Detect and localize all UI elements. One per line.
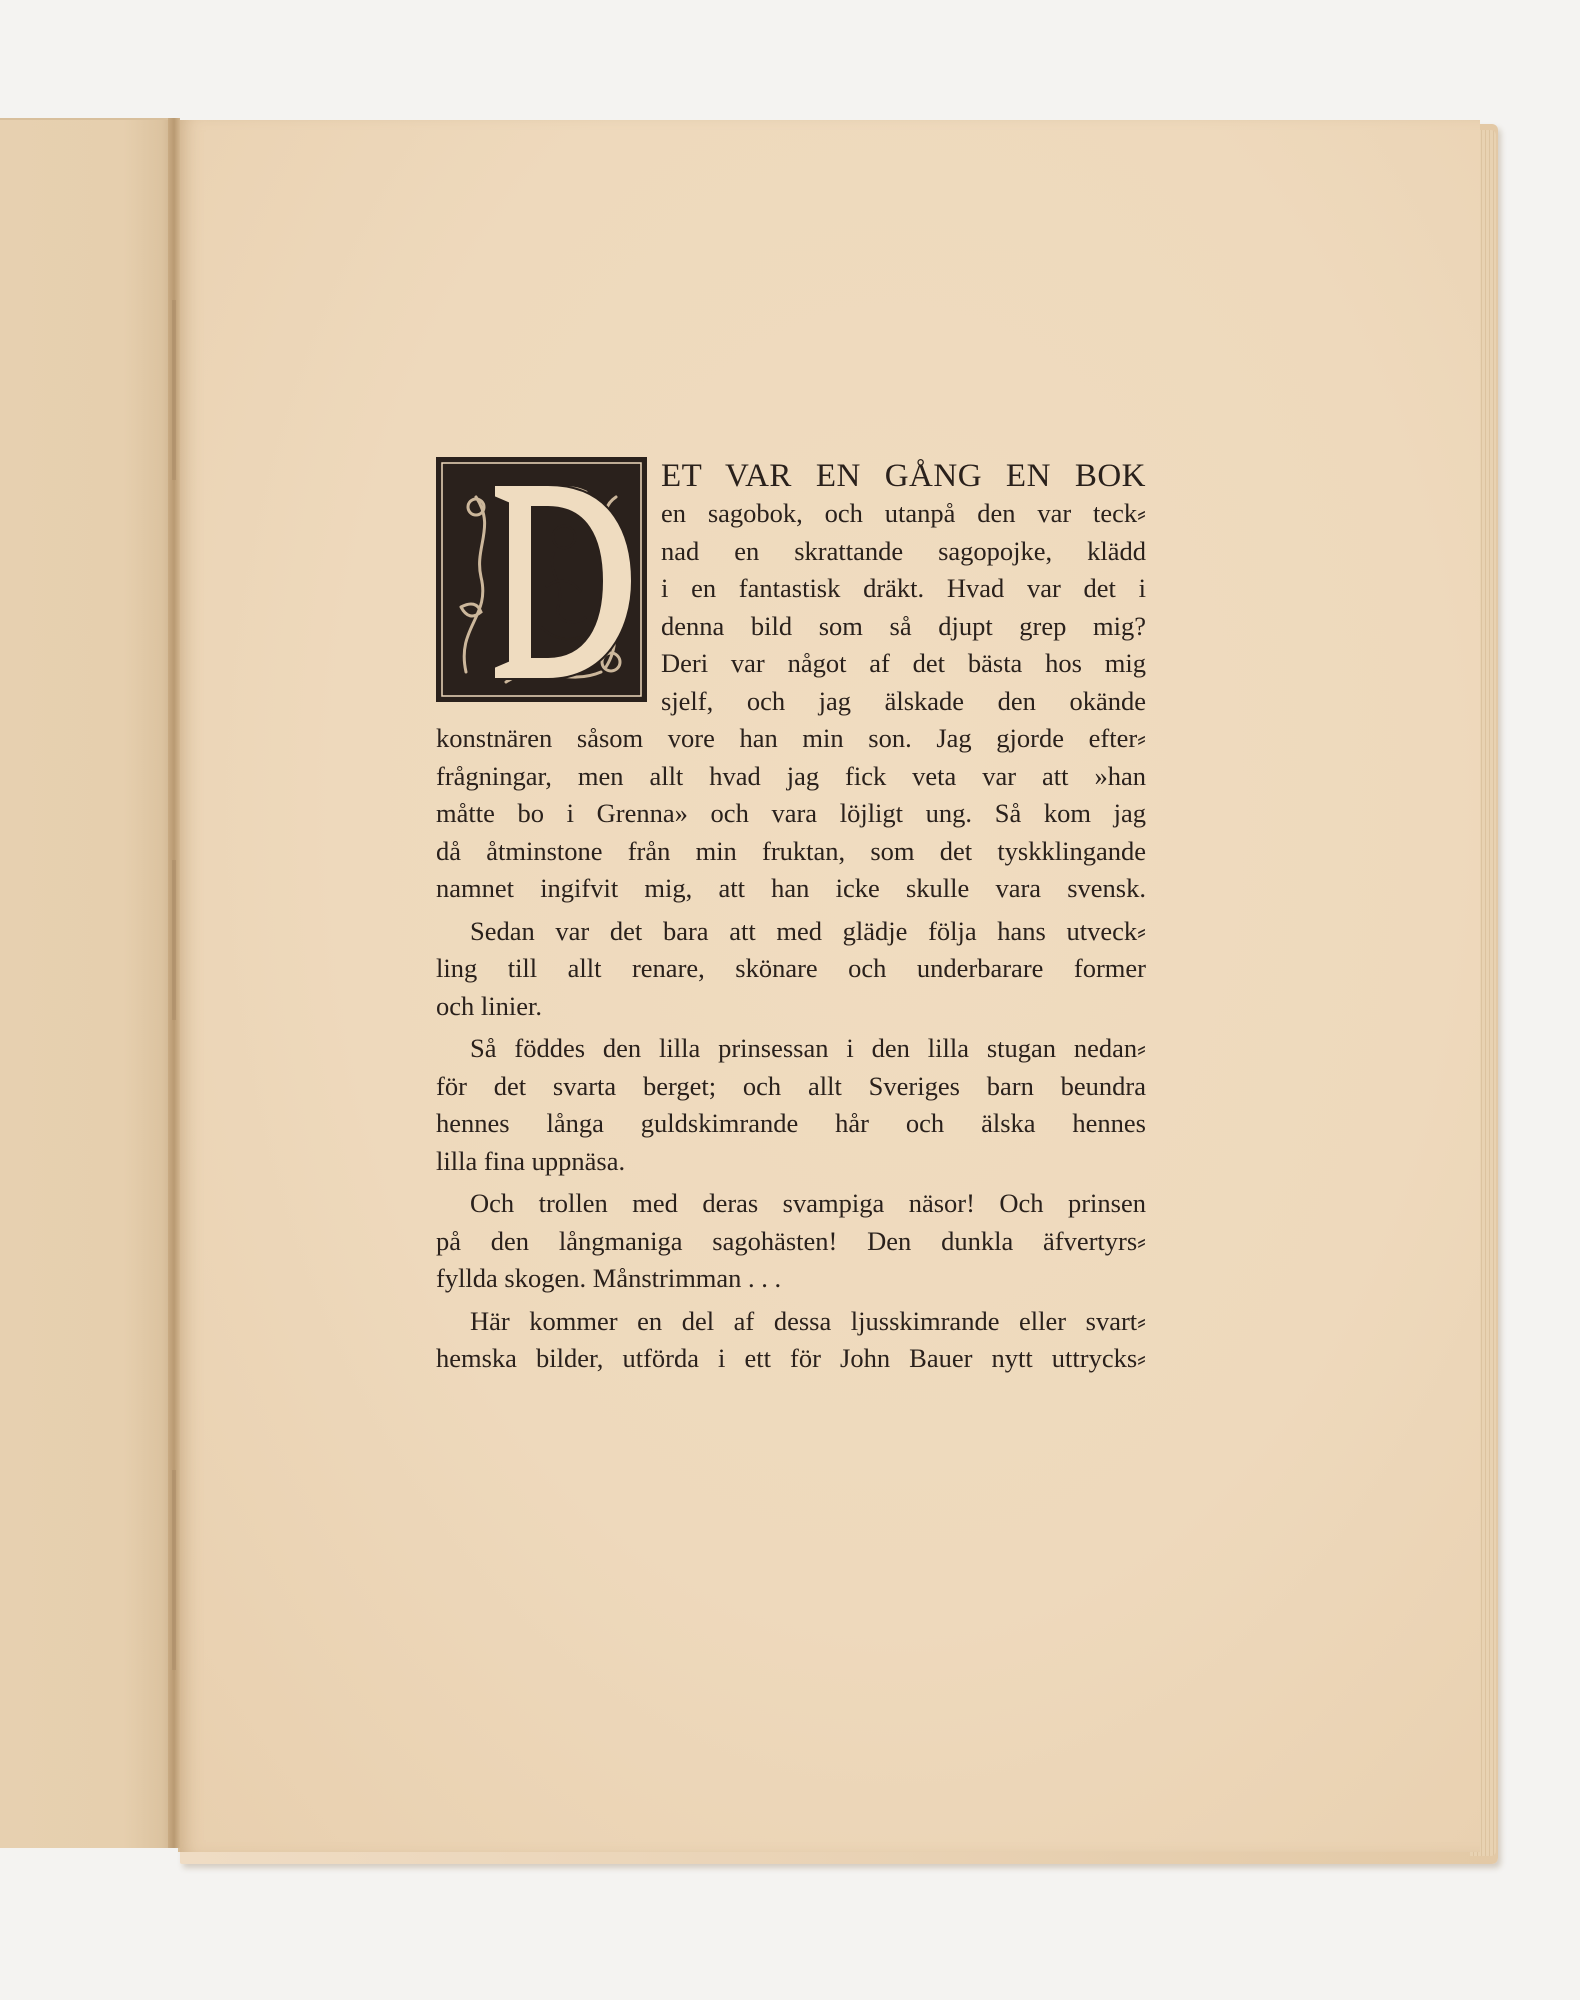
text-line: Sedan var det bara att med glädje följa hans utveck⸗ <box>470 915 1146 946</box>
text-line: ling till allt renare, skönare och underbarare former <box>436 953 1146 983</box>
left-page <box>0 118 176 1848</box>
text-line: denna bild som så djupt grep mig? <box>661 610 1146 641</box>
text-line: i en fantastisk dräkt. Hvad var det i <box>661 573 1146 603</box>
paragraph <box>436 1185 1146 1298</box>
text-line: fyllda skogen. Månstrimman . . . <box>436 1263 782 1293</box>
binding-thread <box>172 860 176 1020</box>
paragraph <box>436 1303 1146 1378</box>
text-line: Deri var något af det bästa hos mig <box>661 648 1146 678</box>
paragraph <box>436 720 1146 908</box>
text-line: konstnären såsom vore han min son. Jag gjorde efter⸗ <box>436 723 1146 753</box>
text-line: namnet ingifvit mig, att han icke skulle vara svensk. <box>436 873 1146 903</box>
text-line: måtte bo i Grenna» och vara löjligt ung. Så kom jag <box>436 798 1146 828</box>
text-line: på den långmaniga sagohästen! Den dunkla äfvertyrs⸗ <box>436 1225 1146 1256</box>
text-line: en sagobok, och utanpå den var teck⸗ <box>661 498 1146 528</box>
paragraph <box>436 913 1146 1026</box>
wrapped-lines <box>661 457 1146 720</box>
text-line: Och trollen med deras svampiga näsor! Och prinsen <box>470 1188 1146 1218</box>
text-line: och linier. <box>436 990 542 1021</box>
binding-thread <box>172 1470 176 1670</box>
text-line: nad en skrattande sagopojke, klädd <box>661 535 1146 566</box>
text-line: då åtminstone från min fruktan, som det tyskklingande <box>436 835 1146 866</box>
opening-heading: ET VAR EN GÅNG EN BOK <box>661 458 1146 494</box>
text-line: Här kommer en del af dessa ljusskimrande eller svart⸗ <box>470 1305 1146 1336</box>
text-line: frågningar, men allt hvad jag fick veta var att »han <box>436 760 1146 791</box>
paragraph <box>436 1030 1146 1180</box>
text-line: hennes långa guldskimrande hår och älska hennes <box>436 1108 1146 1138</box>
text-line: Så föddes den lilla prinsessan i den lilla stugan nedan⸗ <box>470 1033 1146 1063</box>
decorated-initial <box>436 457 647 702</box>
binding-thread <box>172 300 176 480</box>
text-line: lilla fina uppnäsa. <box>436 1145 626 1176</box>
text-line: för det svarta berget; och allt Sveriges barn beundra <box>436 1070 1146 1101</box>
text-line: sjelf, och jag älskade den okände <box>661 685 1146 716</box>
text-line: hemska bilder, utförda i ett för John Bauer nytt uttrycks⸗ <box>436 1343 1146 1373</box>
page-text <box>436 457 1146 1378</box>
